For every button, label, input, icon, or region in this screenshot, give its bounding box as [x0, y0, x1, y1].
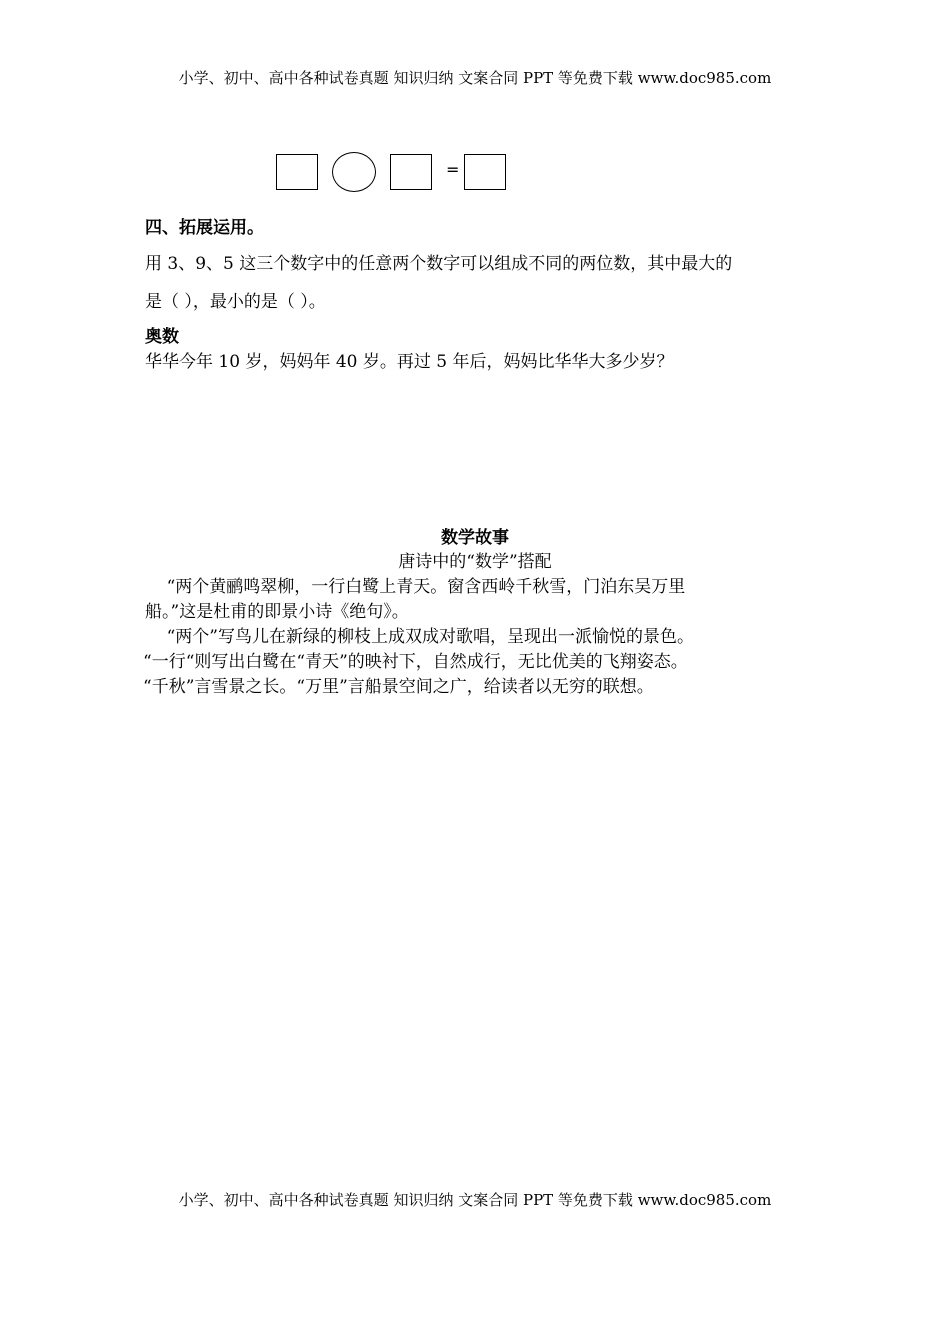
section-4-question-line-2: 是（ ），最小的是（ ）。: [145, 292, 326, 312]
olympiad-question: 华华今年 10 岁，妈妈年 40 岁。再过 5 年后，妈妈比华华大多少岁？: [145, 352, 674, 372]
story-line: “两个黄鹂鸣翠柳，一行白鹭上青天。窗含西岭千秋雪，门泊东吴万里: [145, 577, 686, 597]
section-4-question-line-1: 用 3、9、5 这三个数字中的任意两个数字可以组成不同的两位数，其中最大的: [145, 254, 733, 274]
equals-sign: =: [446, 160, 460, 179]
page-footer: 小学、初中、高中各种试卷真题 知识归纳 文案合同 PPT 等免费下载 www.doc985.com: [178, 1191, 772, 1209]
story-line: “两个”写鸟儿在新绿的柳枝上成双成对歌唱，呈现出一派愉悦的景色。: [145, 627, 694, 647]
story-line: “一行“则写出白鹭在“青天”的映衬下，自然成行，无比优美的飞翔姿态。: [143, 652, 688, 672]
answer-box-1: [276, 154, 318, 190]
operator-circle: [332, 152, 376, 192]
story-title: 数学故事: [441, 528, 509, 548]
answer-box-2: [390, 154, 432, 190]
answer-box-result: [464, 154, 506, 190]
story-line: 船。”这是杜甫的即景小诗《绝句》。: [145, 602, 409, 622]
section-4-title: 四、拓展运用。: [145, 218, 264, 238]
story-subtitle: 唐诗中的“数学”搭配: [398, 552, 552, 572]
story-line: “千秋”言雪景之长。“万里”言船景空间之广，给读者以无穷的联想。: [143, 677, 654, 697]
equation-diagram: [276, 154, 516, 192]
olympiad-title: 奥数: [145, 327, 179, 347]
page-header: 小学、初中、高中各种试卷真题 知识归纳 文案合同 PPT 等免费下载 www.doc985.com: [178, 69, 772, 87]
